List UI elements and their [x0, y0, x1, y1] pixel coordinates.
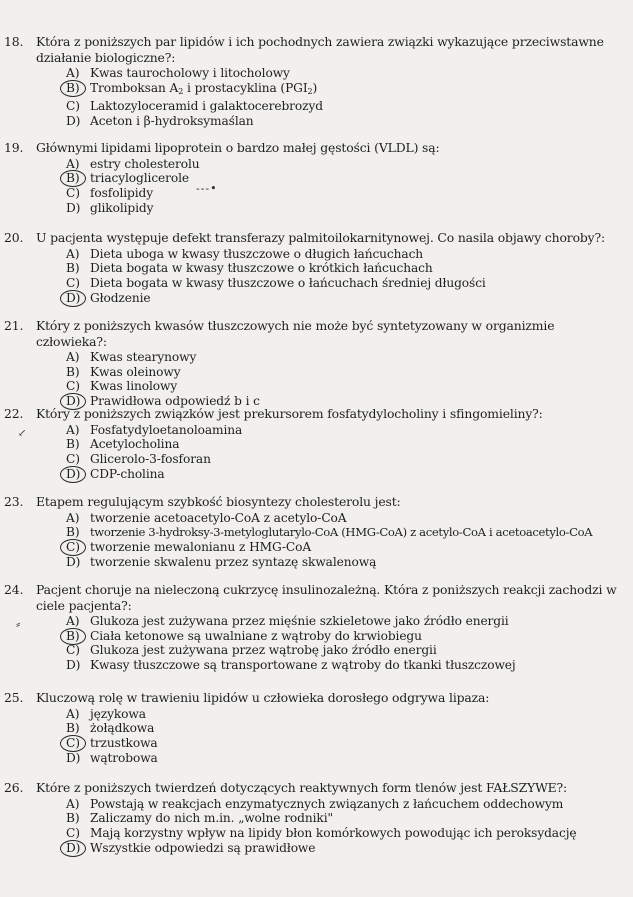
option-letter: A) — [66, 510, 80, 525]
option-b[interactable] — [0, 81, 633, 100]
answer-circle-mark — [60, 80, 86, 97]
option-letter: B) — [66, 80, 80, 95]
option-text: Kwas linolowy — [90, 379, 178, 394]
answer-circle-mark — [60, 539, 86, 556]
option-letter: A) — [66, 246, 80, 261]
answer-options — [0, 66, 633, 129]
option-text: triacyloglicerole — [90, 171, 190, 186]
option-letter: C) — [66, 275, 80, 290]
question-18 — [0, 34, 633, 129]
question-stem — [0, 34, 633, 65]
option-letter: B) — [66, 261, 80, 276]
question-25 — [0, 690, 633, 765]
option-letter: B) — [66, 437, 80, 452]
option-text: Powstają w reakcjach enzymatycznych związanych z łańcuchem oddechowym — [90, 796, 564, 811]
option-d[interactable] — [0, 114, 633, 129]
option-letter: C) — [66, 99, 80, 114]
option-text: Kwas stearynowy — [90, 350, 197, 364]
question-number: 23. — [4, 494, 24, 509]
question-number: 24. — [4, 582, 24, 597]
pen-dash-mark: ---• — [196, 182, 218, 195]
question-number: 21. — [4, 318, 24, 333]
option-letter: C) — [66, 451, 80, 466]
option-letter: A) — [66, 156, 80, 171]
option-text: CDP-cholina — [90, 466, 165, 481]
option-a[interactable] — [0, 614, 633, 629]
question-stem — [0, 318, 633, 349]
answer-options — [0, 157, 633, 216]
option-a[interactable] — [0, 707, 633, 722]
question-text: Kluczową rolę w trawieniu lipidów u człowieka dorosłego odgrywa lipaza: — [36, 690, 490, 705]
option-letter: B) — [66, 628, 80, 643]
option-text-part: i prostacyklina (PGI — [183, 80, 308, 95]
option-letter: A) — [66, 350, 80, 364]
option-text: fosfolipidy — [90, 185, 154, 200]
option-text: Acetylocholina — [90, 437, 180, 452]
option-text: trzustkowa — [90, 735, 158, 750]
option-a[interactable] — [0, 797, 633, 812]
option-text: tworzenie acetoacetylo-CoA z acetylo-CoA — [90, 510, 347, 525]
question-text: Która z poniższych par lipidów i ich pochodnych zawiera związki wykazujące przeciwstawne działanie biologiczne?: — [36, 34, 604, 65]
option-text: tworzenie skwalenu przez syntazę skwalenową — [90, 554, 377, 569]
option-text: Laktozyloceramid i galaktocerebrozyd — [90, 99, 323, 114]
question-text: Które z poniższych twierdzeń dotyczących reaktywnych form tlenów jest FAŁSZYWE?: — [36, 780, 568, 795]
option-text: Prawidłowa odpowiedź b i c — [90, 394, 260, 409]
answer-circle-mark — [60, 735, 86, 752]
question-stem — [0, 690, 633, 706]
option-c[interactable] — [0, 643, 633, 658]
option-letter: D) — [66, 200, 81, 215]
option-letter: B) — [66, 525, 80, 540]
answer-circle-mark — [60, 466, 86, 483]
option-letter: B) — [66, 721, 80, 736]
option-text: Aceton i β-hydroksymaślan — [90, 114, 254, 129]
option-a[interactable] — [0, 247, 633, 262]
option-b[interactable] — [0, 365, 633, 380]
option-a[interactable] — [0, 423, 633, 438]
option-text: Dieta bogata w kwasy tłuszczowe o łańcuchach średniej długości — [90, 275, 486, 290]
option-letter: C) — [66, 735, 80, 750]
question-24 — [0, 582, 633, 673]
option-text: Glicerolo-3-fosforan — [90, 451, 211, 466]
subscript: 2 — [178, 86, 184, 96]
option-a[interactable] — [0, 157, 633, 172]
option-text: Dieta uboga w kwasy tłuszczowe o długich łańcuchach — [90, 246, 424, 261]
option-d[interactable] — [0, 555, 633, 570]
option-text: Glukoza jest zużywana przez wątrobę jako źródło energii — [90, 643, 437, 658]
option-letter: A) — [66, 422, 80, 437]
option-c[interactable] — [0, 452, 633, 467]
question-text: Etapem regulującym szybkość biosyntezy cholesterolu jest: — [36, 494, 401, 509]
question-23 — [0, 494, 633, 569]
option-letter: B) — [66, 811, 80, 826]
option-d[interactable] — [0, 467, 633, 482]
option-text-part: Tromboksan A — [90, 80, 179, 95]
option-d[interactable] — [0, 841, 633, 856]
option-letter: D) — [66, 114, 81, 129]
question-stem — [0, 780, 633, 796]
question-text: U pacjenta występuje defekt transferazy palmitoilokarnitynowej. Co nasila objawy choroby?: — [36, 230, 606, 245]
question-stem — [0, 230, 633, 246]
option-text: językowa — [90, 706, 146, 721]
option-a[interactable] — [0, 66, 633, 81]
answer-options — [0, 797, 633, 856]
option-letter: A) — [66, 66, 80, 80]
option-text: Głodzenie — [90, 290, 151, 305]
option-c[interactable] — [0, 276, 633, 291]
option-c[interactable] — [0, 826, 633, 841]
option-text: estry cholesterolu — [90, 156, 200, 171]
option-letter: D) — [66, 750, 81, 765]
option-b[interactable] — [0, 525, 633, 540]
question-text: Który z poniższych związków jest prekursorem fosfatydylocholiny i sfingomieliny?: — [36, 406, 543, 421]
question-text: Głównymi lipidami lipoprotein o bardzo małej gęstości (VLDL) są: — [36, 140, 440, 155]
option-d[interactable] — [0, 201, 633, 216]
question-19 — [0, 140, 633, 215]
question-21 — [0, 318, 633, 409]
option-text-part: ) — [312, 80, 318, 95]
option-b[interactable] — [0, 261, 633, 276]
option-letter: A) — [66, 706, 80, 721]
option-text: Zaliczamy do nich m.in. „wolne rodniki" — [90, 811, 333, 826]
option-text: tworzenie mewalonianu z HMG-CoA — [90, 539, 312, 554]
option-text: Glukoza jest zużywana przez mięśnie szkieletowe jako źródło energii — [90, 614, 509, 628]
option-c[interactable] — [0, 736, 633, 751]
option-text: tworzenie 3-hydroksy-3-metyloglutarylo-CoA (HMG-CoA) z acetylo-CoA i acetoacetylo-CoA — [90, 525, 593, 540]
question-stem — [0, 582, 633, 613]
option-c[interactable] — [0, 379, 633, 394]
question-20 — [0, 230, 633, 305]
option-d[interactable] — [0, 291, 633, 306]
option-b[interactable] — [0, 171, 633, 186]
question-number: 25. — [4, 690, 24, 705]
question-number: 26. — [4, 780, 24, 795]
option-letter: C) — [66, 825, 80, 840]
answer-options — [0, 350, 633, 409]
option-b[interactable] — [0, 629, 633, 644]
answer-options — [0, 707, 633, 766]
option-letter: A) — [66, 614, 80, 628]
question-26 — [0, 780, 633, 855]
pen-tick-mark: ↙ — [18, 428, 27, 439]
answer-options — [0, 614, 633, 673]
option-letter: D) — [66, 290, 81, 305]
option-a[interactable] — [0, 511, 633, 526]
question-stem — [0, 140, 633, 156]
question-number: 18. — [4, 34, 24, 49]
option-letter: D) — [66, 554, 81, 569]
option-a[interactable] — [0, 350, 633, 365]
option-letter: C) — [66, 379, 80, 394]
option-text: żołądkowa — [90, 721, 155, 736]
answer-options — [0, 247, 633, 306]
option-c[interactable] — [0, 186, 633, 201]
option-text: Mają korzystny wpływ na lipidy błon komórkowych powodując ich peroksydację — [90, 825, 577, 840]
option-letter: C) — [66, 539, 80, 554]
option-text: Wszystkie odpowiedzi są prawidłowe — [90, 840, 316, 855]
option-letter: B) — [66, 171, 80, 186]
option-letter: A) — [66, 796, 80, 811]
option-c[interactable] — [0, 99, 633, 114]
option-text: Ciała ketonowe są uwalniane z wątroby do krwiobiegu — [90, 628, 422, 643]
option-b[interactable] — [0, 437, 633, 452]
subscript: 2 — [307, 86, 313, 96]
answer-circle-mark — [60, 840, 86, 857]
option-text: Dieta bogata w kwasy tłuszczowe o krótkich łańcuchach — [90, 261, 433, 276]
option-b[interactable] — [0, 811, 633, 826]
answer-circle-mark — [60, 290, 86, 307]
option-text: Fosfatydyloetanoloamina — [90, 422, 243, 437]
pen-mark: ⸗ — [16, 617, 21, 632]
option-letter: C) — [66, 185, 80, 200]
option-text: Kwas oleinowy — [90, 364, 181, 379]
option-letter: D) — [66, 466, 81, 481]
option-letter: B) — [66, 364, 80, 379]
answer-options — [0, 423, 633, 482]
question-text: Pacjent choruje na nieleczoną cukrzycę insulinozależną. Która z poniższych reakcji zachodzi w ciele pacjenta?: — [36, 582, 617, 613]
option-text: Kwasy tłuszczowe są transportowane z wątroby do tkanki tłuszczowej — [90, 658, 516, 673]
option-d[interactable] — [0, 658, 633, 673]
question-stem — [0, 406, 633, 422]
option-text: wątrobowa — [90, 750, 158, 765]
option-letter: C) — [66, 643, 80, 658]
question-stem — [0, 494, 633, 510]
answer-options — [0, 511, 633, 570]
option-c[interactable] — [0, 540, 633, 555]
option-letter: D) — [66, 840, 81, 855]
question-number: 22. — [4, 406, 24, 421]
question-number: 20. — [4, 230, 24, 245]
option-b[interactable] — [0, 721, 633, 736]
option-d[interactable] — [0, 751, 633, 766]
question-text: Który z poniższych kwasów tłuszczowych nie może być syntetyzowany w organizmie człowieka?: — [36, 318, 555, 349]
option-text: Kwas taurocholowy i litocholowy — [90, 66, 290, 80]
question-22 — [0, 406, 633, 481]
option-letter: D) — [66, 658, 81, 673]
question-number: 19. — [4, 140, 24, 155]
answer-circle-mark — [60, 628, 86, 645]
option-text: glikolipidy — [90, 200, 154, 215]
option-letter: D) — [66, 394, 81, 409]
option-text — [90, 81, 317, 100]
